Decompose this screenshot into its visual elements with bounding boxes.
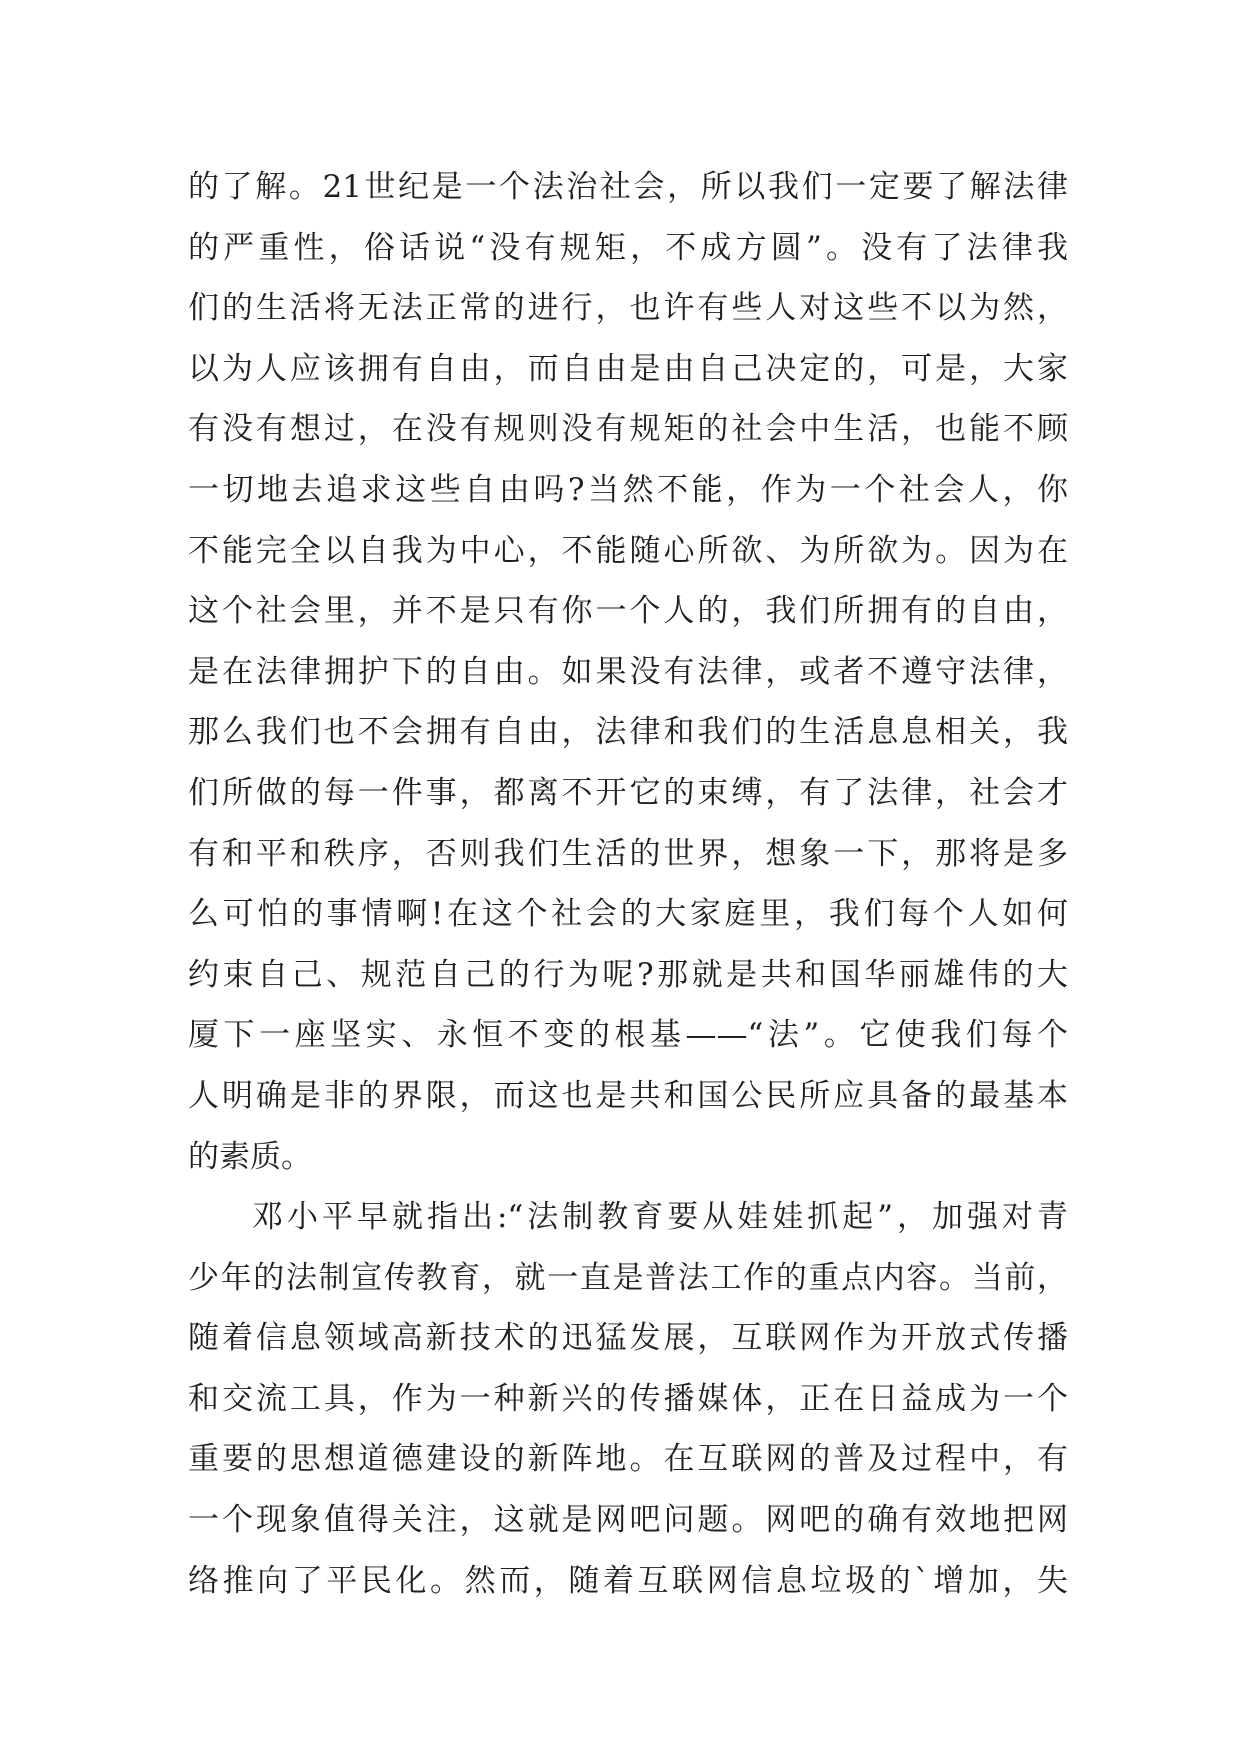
text-line: 有和平和秩序，否则我们生活的世界，想象一下，那将是多	[188, 835, 1068, 872]
text-line: 们的生活将无法正常的进行，也许有些人对这些不以为然，	[188, 290, 1068, 327]
text-line: 们所做的每一件事，都离不开它的束缚，有了法律，社会才	[188, 774, 1068, 811]
text-line: 人明确是非的界限，而这也是共和国公民所应具备的最基本	[188, 1077, 1068, 1114]
text-line: 约束自己、规范自己的行为呢?那就是共和国华丽雄伟的大	[188, 956, 1068, 993]
body-text	[188, 157, 1068, 1611]
text-line: 少年的法制宣传教育，就一直是普法工作的重点内容。当前，	[188, 1259, 1068, 1296]
paragraph-1	[188, 157, 1068, 1187]
text-line: 一个现象值得关注，这就是网吧问题。网吧的确有效地把网	[188, 1502, 1068, 1539]
text-line: 络推向了平民化。然而，随着互联网信息垃圾的`增加，失	[188, 1562, 1068, 1599]
paragraph-2	[188, 1187, 1068, 1611]
text-line: 的了解。21世纪是一个法治社会，所以我们一定要了解法律	[188, 169, 1068, 205]
text-line: 以为人应该拥有自由，而自由是由自己决定的，可是，大家	[188, 350, 1068, 387]
text-line: 的严重性，俗话说“没有规矩，不成方圆”。没有了法律我	[188, 229, 1068, 266]
text-line: 不能完全以自我为中心，不能随心所欲、为所欲为。因为在	[188, 532, 1068, 569]
text-line: 随着信息领域高新技术的迅猛发展，互联网作为开放式传播	[188, 1320, 1068, 1357]
text-line: 和交流工具，作为一种新兴的传播媒体，正在日益成为一个	[188, 1380, 1068, 1417]
text-line: 么可怕的事情啊!在这个社会的大家庭里，我们每个人如何	[188, 896, 1068, 933]
text-line: 有没有想过，在没有规则没有规矩的社会中生活，也能不顾	[188, 411, 1068, 448]
text-line: 这个社会里，并不是只有你一个人的，我们所拥有的自由，	[188, 593, 1068, 630]
text-line: 邓小平早就指出:“法制教育要从娃娃抓起”，加强对青	[252, 1199, 1068, 1236]
text-line: 的素质。	[188, 1138, 312, 1175]
text-line: 那么我们也不会拥有自由，法律和我们的生活息息相关，我	[188, 714, 1068, 751]
text-line: 一切地去追求这些自由吗?当然不能，作为一个社会人，你	[188, 471, 1068, 508]
text-line: 是在法律拥护下的自由。如果没有法律，或者不遵守法律，	[188, 653, 1068, 690]
text-line: 厦下一座坚实、永恒不变的根基——“法”。它使我们每个	[188, 1017, 1068, 1054]
text-line: 重要的思想道德建设的新阵地。在互联网的普及过程中，有	[188, 1441, 1068, 1478]
